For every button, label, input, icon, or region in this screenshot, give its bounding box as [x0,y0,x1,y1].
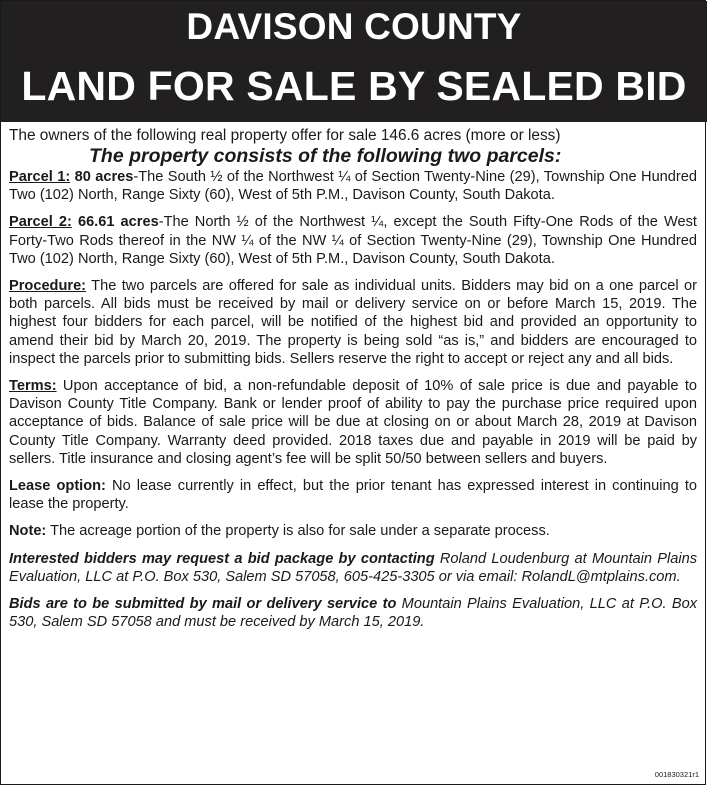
lease-text: No lease currently in effect, but the prior tenant has expressed interest in continuing to lease the property. [9,478,697,513]
parcel-2-acres: 66.61 acres [77,214,159,231]
spacer [9,204,697,213]
terms-paragraph [9,377,697,468]
lease-label: Lease option: [9,478,106,495]
spacer [9,541,697,550]
spacer [9,586,697,595]
parcel-2-paragraph [9,213,697,268]
interested-paragraph [9,550,697,586]
terms-text: Upon acceptance of bid, a non-refundable deposit of 10% of sale price is due and payable to Davison County Title Company. Bank or lender proof of ability to pay the purchase price required upon acceptance of bids. Balance of sale price will be due at closing on or about March 28, 2019 at Davison County Title Company. Warranty deed provided. 2018 taxes due and payable in 2019 will be paid by sellers. Title insurance and closing agent’s fee will be split 50/50 between sellers and buyers. [9,378,697,467]
terms-label: Terms: [9,378,57,395]
spacer [9,468,697,477]
parcel-2-label: Parcel 2: [9,214,72,231]
intro-text: The owners of the following real property offer for sale 146.6 acres (more or less) [9,127,561,144]
parcels-subheading: The property consists of the following two parcels: [89,145,562,167]
ad-code: 001830321r1 [654,770,699,779]
header-title-line-1: DAVISON COUNTY [186,6,522,47]
note-paragraph [9,522,697,540]
procedure-label: Procedure: [9,278,87,295]
bids-text: Mountain Plains Evaluation, LLC at P.O. Box 530, Salem SD 57058 and must be received by March 15, 2019. [9,596,697,631]
ad-header [1,1,707,122]
parcel-1-label: Parcel 1: [9,169,71,185]
procedure-text: The two parcels are offered for sale as individual units. Bidders may bid on a one parcel or both parcels. All bids must be received by mail or delivery service on or before March 15, 2019. The highest four bidders for each parcel, will be notified of the highest bid and provided an opportunity to amend their bid by March 20, 2019. The property is being sold “as is,” and bidders are encouraged to inspect the parcels prior to submitting bids. Sellers reserve the right to accept or reject any and all bids. [9,278,697,367]
procedure-paragraph [9,277,697,368]
bids-paragraph [9,595,697,631]
interested-lead: Interested bidders may request a bid package by contacting [9,550,435,567]
spacer [9,268,697,277]
parcel-1-acres: 80 acres [74,169,134,185]
header-title-line-2: LAND FOR SALE BY SEALED BID [21,63,687,109]
parcel-1-text: -The South ½ of the Northwest ¼ of Section Twenty-Nine (29), Township One Hundred Two (102) North, Range Sixty (60), West of 5th P.M., Davison County, South Dakota. [9,169,698,204]
spacer [9,513,697,522]
spacer [9,368,697,377]
bids-lead: Bids are to be submitted by mail or delivery service to [9,596,397,613]
note-label: Note: [9,523,47,540]
interested-text: Roland Loudenburg at Mountain Plains Evaluation, LLC at P.O. Box 530, Salem SD 57058, 605-425-3305 or via email: RolandL@mtplains.com. [9,550,697,585]
lease-paragraph [9,477,697,513]
parcel-2-text: -The North ½ of the Northwest ¼, except the South Fifty-One Rods of the West Forty-Two Rods thereof in the NW ¼ of the NW ¼ of Section Twenty-Nine (29), Township One Hundred Two (102) North, Range Sixty (60), West of 5th P.M., Davison County, South Dakota. [9,214,697,267]
parcel-1-paragraph [9,168,697,204]
note-text: The acreage portion of the property is also for sale under a separate process. [46,523,550,540]
ad-body [9,126,697,631]
